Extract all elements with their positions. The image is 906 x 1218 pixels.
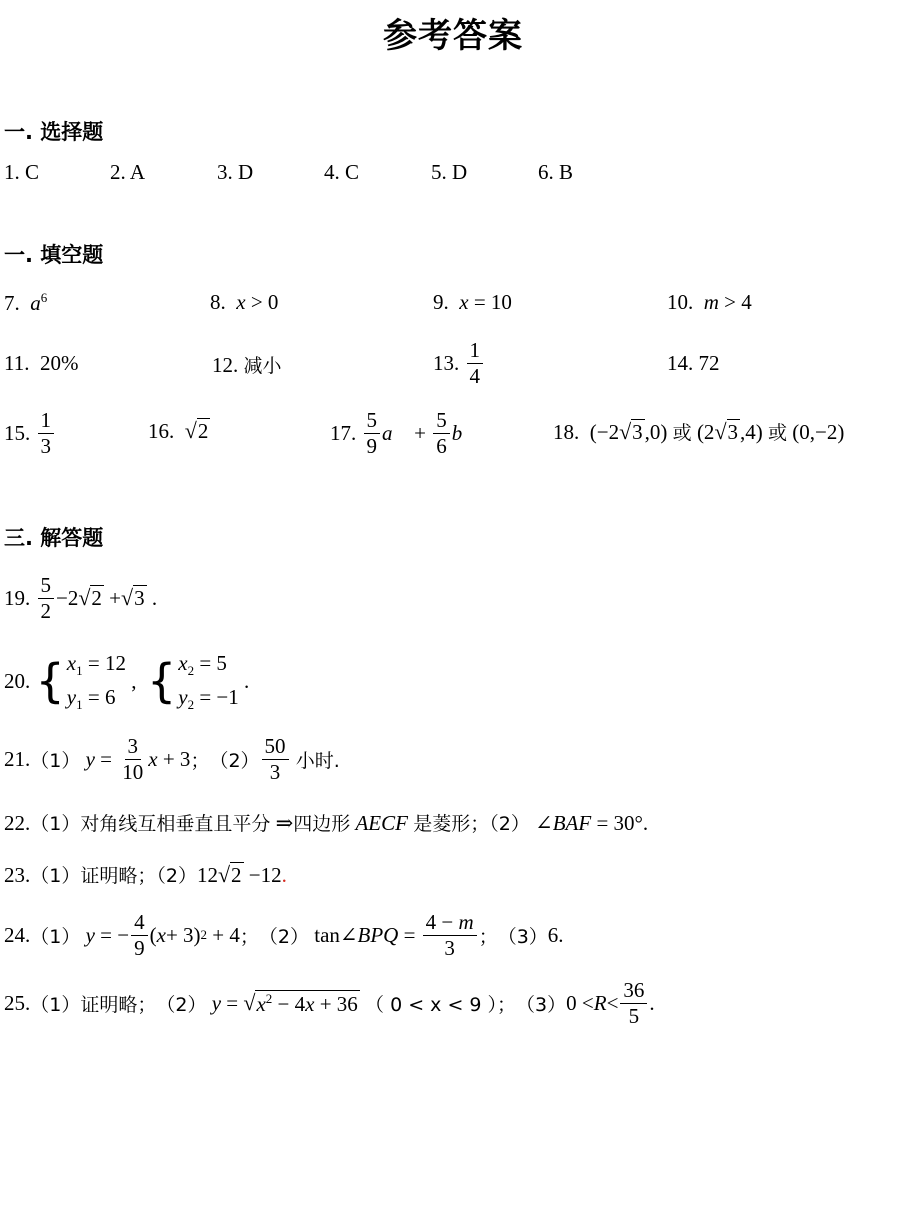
- section-heading-fill: 一. 填空题: [4, 243, 104, 267]
- solve-answer-19: 19. $\frac{5}{2}$ −2 √ 2 + √ 3 .: [4, 573, 158, 623]
- fill-answer-8: 8. x > 0: [210, 290, 279, 314]
- choice-answer-6: 6. B: [538, 160, 574, 184]
- choice-answer-1: 1. C: [4, 160, 40, 184]
- solve-answer-20: 20. { $x_1 = 12$ $y_1 = 6$ , { $x_2 = 5$ $y_2 = -1$ .: [4, 650, 250, 713]
- section-heading-choice: 一. 选择题: [4, 120, 104, 144]
- solve-answer-21: 21. （1） y = $\frac{3}{10}$ x + 3 ； （2） $\frac{50}{3}$ 小时.: [4, 734, 340, 784]
- fill-answer-11: 11. 20%: [4, 351, 79, 375]
- solve-answer-23: 23.（1）证明略；（2）12√2 −12.: [4, 862, 287, 887]
- fill-answer-17: 17. $\frac{5}{9}$ a⃗ + $\frac{5}{6}$ b⃗: [330, 408, 479, 458]
- choice-answer-5: 5. D: [431, 160, 468, 184]
- section-heading-solve: 三. 解答题: [4, 526, 104, 550]
- choice-answer-3: 3. D: [217, 160, 254, 184]
- choice-answer-4: 4. C: [324, 160, 360, 184]
- fill-answer-13: 13. $\frac{1}{4}$: [433, 334, 485, 392]
- fill-answer-12: 12. 减小: [212, 353, 282, 377]
- solve-answer-25: 25. （1） 证明略； （2） y = √ $x^2 - 4x + 36$ （ 0 < x < 9 ）； （3） 0 < R < $\frac{36}{5}$ .: [4, 978, 655, 1028]
- fill-answer-9: 9. x = 10: [433, 290, 512, 314]
- choice-answer-2: 2. A: [110, 160, 146, 184]
- solve-answer-24: 24. （1） y = − $\frac{4}{9}$ ( x + 3) 2 + 4 ； （2） tan∠ BPQ = $\frac{4 - m}{3}$ ； （3） 6.: [4, 910, 564, 960]
- solve-answer-22: 22.（1）对角线互相垂直且平分 ⇒四边形 AECF 是菱形；（2） ∠BAF = 30°.: [4, 811, 649, 835]
- fill-answer-16: 16. √2: [148, 418, 209, 443]
- page-title: 参考答案: [383, 16, 523, 56]
- fill-answer-10: 10. m > 4: [667, 290, 752, 314]
- fill-answer-18: 18. (−2√3,0) 或 (2√3,4) 或 (0,−2): [553, 419, 845, 444]
- fill-answer-14: 14. 72: [667, 351, 720, 375]
- fill-answer-15: 15. $\frac{1}{3}$: [4, 404, 56, 462]
- fill-answer-7: 7. $a^6$: [4, 290, 48, 315]
